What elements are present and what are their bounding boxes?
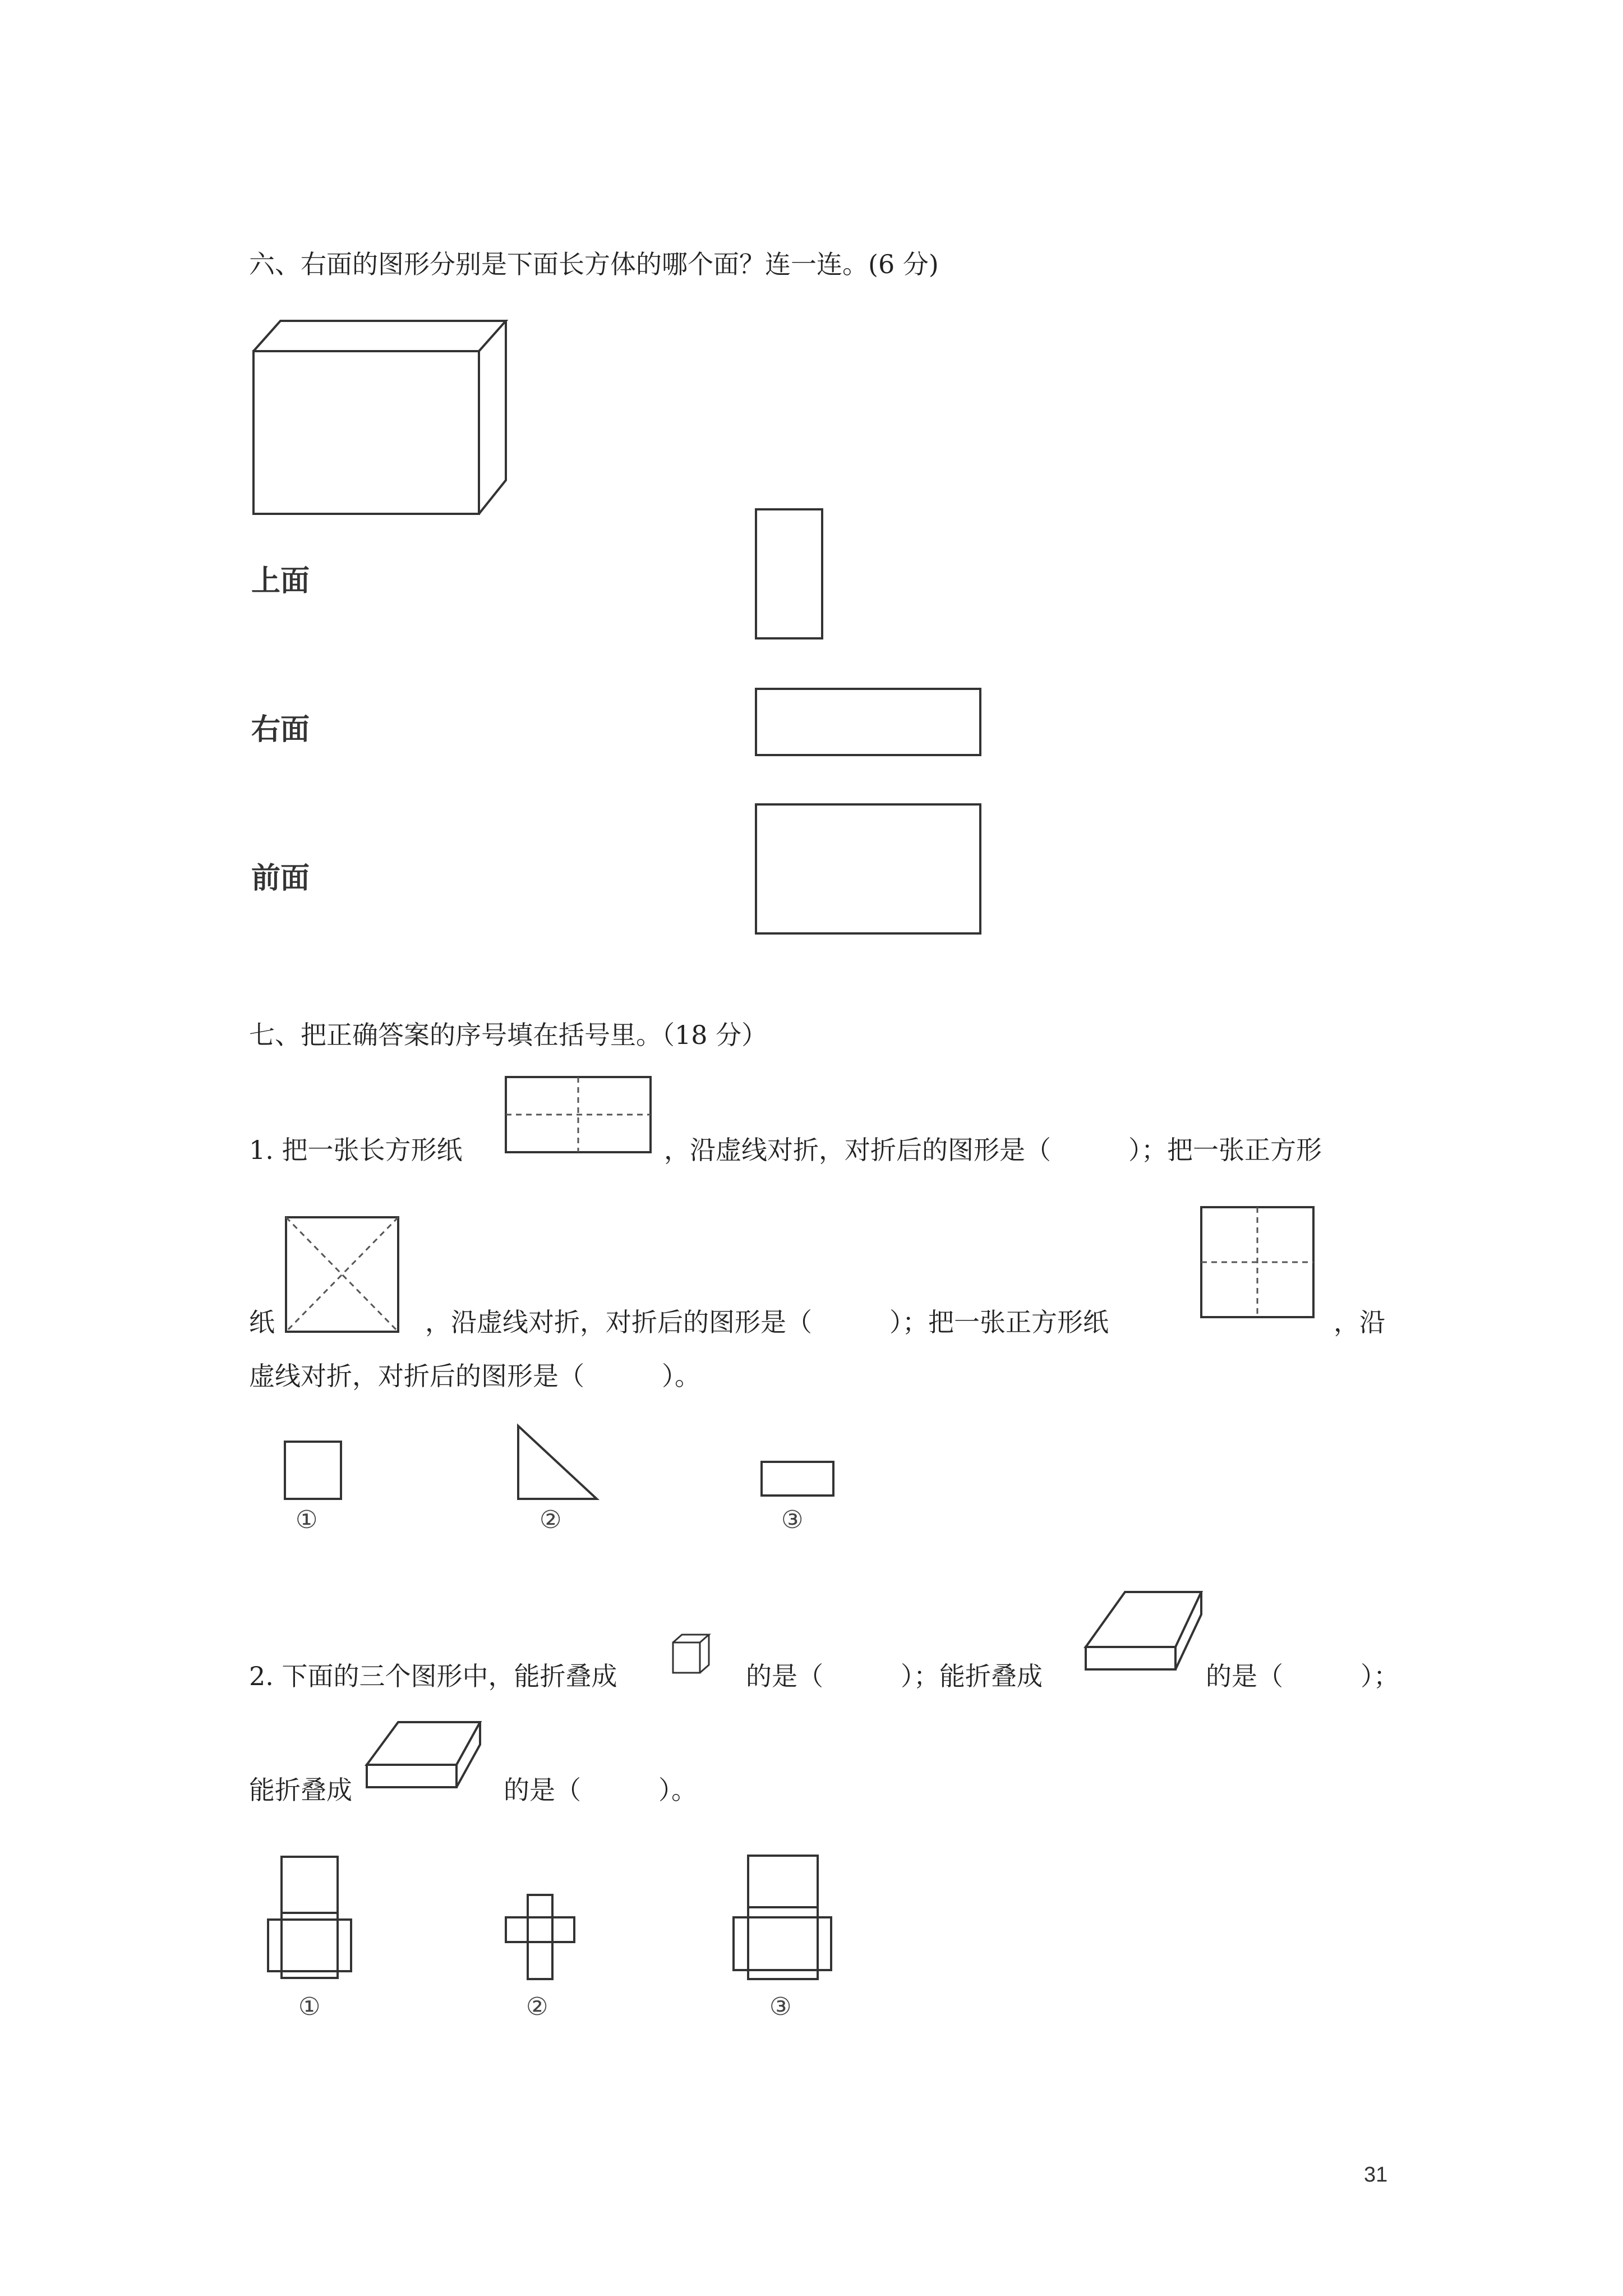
q2-text-c: 的是（ ）； (1206, 1661, 1399, 1691)
q1-text-f: 虚线对折，对折后的图形是（ ）。 (249, 1361, 700, 1391)
q1-option-label-3: ③ (781, 1506, 804, 1534)
q1-text-d: ，沿虚线对折，对折后的图形是（ ）；把一张正方形纸 (425, 1307, 1109, 1337)
flat-box-figure-small (365, 1719, 485, 1792)
q1-option-square (284, 1441, 342, 1500)
q1-text-e: ，沿 (1334, 1307, 1385, 1337)
section6-title: 六、右面的图形分别是下面长方体的哪个面？连一连。(6 分) (249, 249, 939, 279)
page-number: 31 (1364, 2163, 1388, 2187)
q2-text-a: 2. 下面的三个图形中，能折叠成 (249, 1661, 617, 1691)
q1-text-c: 纸 (249, 1307, 275, 1337)
q1-option-label-2: ② (540, 1506, 562, 1534)
q1-option-triangle (516, 1424, 599, 1501)
face-wide-rect (755, 688, 983, 757)
label-front-face: 前面 (251, 862, 310, 895)
flat-box-figure-large (1083, 1589, 1205, 1673)
section7-title: 七、把正确答案的序号填在括号里。（18 分） (249, 1020, 768, 1050)
cuboid-figure (247, 314, 516, 488)
q2-option-net-2 (504, 1893, 577, 1982)
label-top-face: 上面 (251, 564, 310, 598)
square-paper-dashed-cross (1200, 1206, 1315, 1318)
q2-option-label-2: ② (526, 1993, 548, 2021)
q1-option-label-1: ① (296, 1506, 318, 1534)
face-tall-rect (755, 508, 824, 641)
q2-option-label-1: ① (298, 1993, 321, 2021)
small-cube-figure (671, 1632, 711, 1677)
q2-option-net-3 (731, 1853, 833, 1982)
square-paper-dashed-diagonals (285, 1216, 399, 1333)
face-large-rect (755, 803, 983, 936)
q2-text-d: 能折叠成 (249, 1775, 352, 1805)
label-right-face: 右面 (251, 713, 310, 747)
q2-text-e: 的是（ ）。 (504, 1775, 697, 1805)
q2-option-net-1 (266, 1855, 353, 1981)
q2-option-label-3: ③ (769, 1993, 792, 2021)
q1-text-b: ，沿虚线对折，对折后的图形是（ ）；把一张正方形 (664, 1135, 1322, 1165)
rectangle-paper-dashed-cross (505, 1076, 653, 1154)
q1-option-rectangle (760, 1461, 834, 1497)
q2-text-b: 的是（ ）；能折叠成 (746, 1661, 1043, 1691)
q1-text-a: 1. 把一张长方形纸 (249, 1135, 463, 1165)
